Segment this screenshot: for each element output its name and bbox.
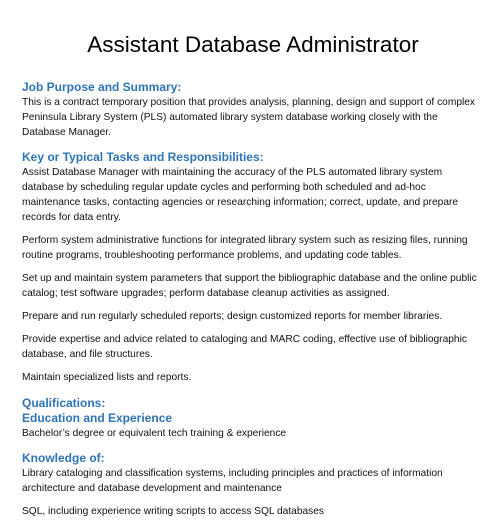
qualifications-heading: Qualifications: <box>22 396 106 410</box>
education-text: Bachelor’s degree or equivalent tech training & experience <box>22 428 287 439</box>
task-item: Assist Database Manager with maintaining the accuracy of the PLS automated library system database by scheduling regular update cycles and performing both scheduled and ad-hoc maintenance tasks, contacting agencies or researching information; correct, update, and prepare records for data entry. <box>22 167 459 223</box>
education-heading: Education and Experience <box>22 411 173 425</box>
task-item: Prepare and run regularly scheduled reports; design customized reports for member libraries. <box>22 311 443 322</box>
knowledge-heading: Knowledge of: <box>22 451 105 465</box>
document-title: Assistant Database Administrator <box>87 32 419 57</box>
tasks-heading: Key or Typical Tasks and Responsibilities: <box>22 150 264 164</box>
task-item: Perform system administrative functions for integrated library system such as resizing files, running routine programs, troubleshooting performance problems, and updating code tables. <box>22 235 468 261</box>
job-purpose-heading: Job Purpose and Summary: <box>22 80 182 94</box>
task-item: Provide expertise and advice related to cataloging and MARC coding, effective use of bibliographic database, and file structures. <box>22 334 467 360</box>
knowledge-item: Library cataloging and classification systems, including principles and practices of information architecture and database development and maintenance <box>22 468 443 494</box>
task-item: Set up and maintain system parameters that support the bibliographic database and the online public catalog; test software upgrades; perform database cleanup activities as assigned. <box>22 273 477 299</box>
knowledge-item: SQL, including experience writing scripts to access SQL databases <box>22 506 325 517</box>
job-purpose-text: This is a contract temporary position that provides analysis, planning, design and support of complex Peninsula Library System (PLS) automated library system database working closely with the Database Manager. <box>22 97 476 138</box>
task-item: Maintain specialized lists and reports. <box>22 372 192 383</box>
